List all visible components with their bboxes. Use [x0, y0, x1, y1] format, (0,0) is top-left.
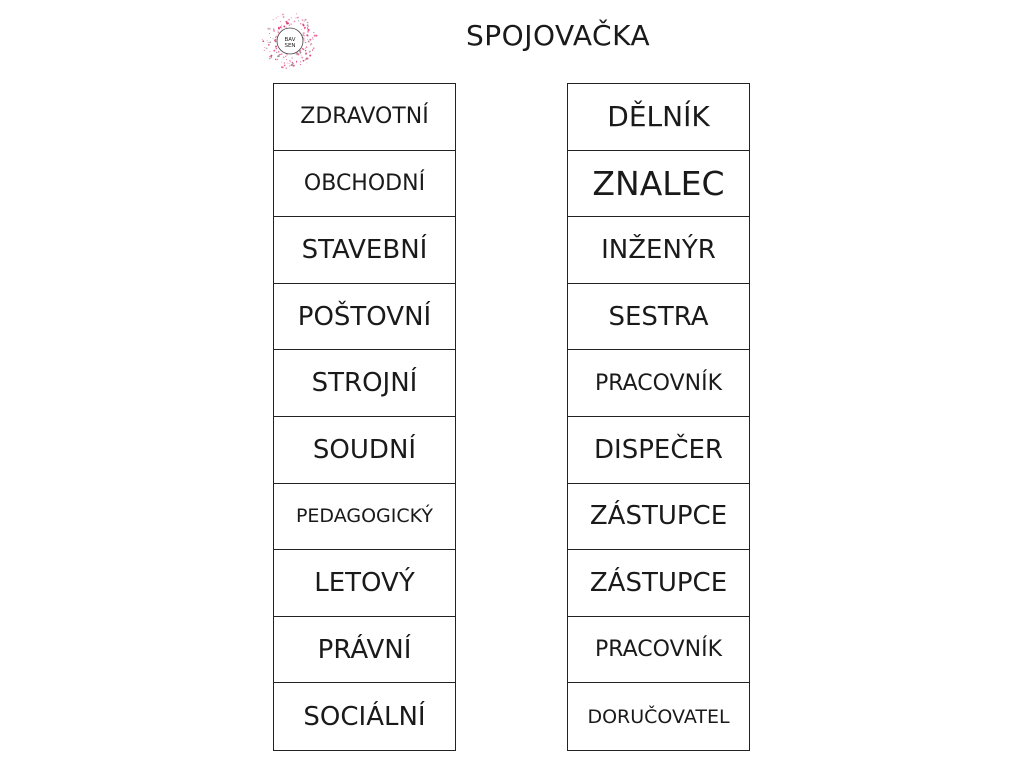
right-word-cell: [568, 617, 749, 684]
logo-dot: [276, 48, 278, 50]
logo-dot: [308, 41, 309, 42]
logo-dot: [313, 32, 314, 33]
right-word-cell: [568, 151, 749, 218]
logo-dot: [273, 50, 275, 52]
logo-dot: [291, 17, 292, 18]
logo-dot: [285, 56, 286, 57]
logo-dot: [282, 29, 283, 30]
right-word: ZNALEC: [592, 163, 725, 203]
logo-dot: [276, 17, 277, 18]
left-word-column: [273, 83, 456, 751]
logo-dot: [306, 62, 307, 63]
logo-dot: [291, 57, 292, 58]
left-word-cell: [274, 217, 455, 284]
logo-dot: [308, 29, 310, 31]
logo-dot: [312, 49, 313, 50]
logo-dot: [314, 35, 316, 37]
logo-dot: [306, 46, 308, 48]
logo-dot: [288, 19, 290, 21]
logo-dot: [286, 54, 287, 55]
left-word-cell: [274, 350, 455, 417]
logo-dot: [282, 14, 284, 16]
logo-dot: [301, 55, 302, 56]
logo-dot: [267, 28, 269, 30]
logo-dot: [304, 28, 305, 29]
right-word: PRACOVNÍK: [594, 370, 723, 396]
logo-dot: [276, 52, 277, 53]
logo-dot: [277, 16, 278, 17]
right-word: SESTRA: [608, 301, 709, 332]
logo-dot: [289, 63, 290, 64]
logo-dot: [307, 22, 308, 23]
logo-dot: [283, 56, 285, 58]
right-word: ZÁSTUPCE: [589, 501, 728, 532]
logo-dot: [270, 42, 271, 43]
logo-dot: [310, 44, 311, 45]
logo-dot: [312, 37, 313, 38]
logo-dot: [262, 39, 263, 40]
logo-dot: [280, 21, 281, 22]
logo-dot: [291, 64, 293, 66]
logo-dot: [275, 39, 276, 40]
logo-dot: [268, 44, 270, 46]
left-word: ZDRAVOTNÍ: [300, 104, 429, 130]
logo-dot: [300, 64, 301, 65]
logo-dot: [277, 59, 278, 60]
logo-dot: [269, 58, 271, 60]
logo-dot: [275, 45, 277, 47]
logo-dot: [303, 39, 304, 40]
page-title: SPOJOVAČKA: [466, 19, 651, 52]
logo-dot: [307, 31, 309, 33]
logo-dot: [280, 54, 281, 55]
logo-dot: [305, 19, 307, 21]
logo-dot: [303, 49, 304, 50]
logo-dot: [299, 52, 301, 54]
logo-dot: [296, 13, 297, 14]
logo-dot: [303, 37, 304, 38]
left-word-cell: [274, 550, 455, 617]
logo-dot: [273, 38, 274, 39]
logo-dot: [275, 59, 277, 61]
logo-dot: [286, 22, 288, 24]
logo-dot: [298, 20, 299, 21]
logo-dot: [262, 40, 264, 42]
right-word: INŽENÝR: [601, 234, 716, 265]
logo-dot: [283, 26, 285, 28]
logo-dot: [278, 32, 280, 34]
logo-dot: [268, 42, 269, 43]
logo-dot: [286, 27, 287, 28]
logo-dot: [289, 65, 290, 66]
logo-dot: [306, 34, 308, 36]
logo-dot: [301, 29, 302, 30]
logo-dot: [275, 37, 276, 38]
left-word: SOUDNÍ: [312, 434, 417, 465]
logo-dot: [269, 28, 270, 29]
logo-dot: [309, 51, 311, 53]
logo-dot: [273, 30, 275, 32]
logo-dot: [277, 56, 279, 58]
left-word: OBCHODNÍ: [303, 170, 426, 196]
logo-dot: [303, 20, 305, 22]
logo-emblem: [261, 12, 319, 70]
logo-dot: [281, 28, 282, 29]
logo-dot: [273, 28, 274, 29]
logo-dot: [266, 48, 267, 49]
left-word-cell: [274, 617, 455, 684]
right-word-cell: [568, 284, 749, 351]
right-word-cell: [568, 350, 749, 417]
left-word: PRÁVNÍ: [317, 634, 412, 665]
logo-dot: [270, 56, 272, 58]
logo-dot: [313, 47, 315, 49]
logo-dot: [302, 19, 304, 21]
logo-dot: [269, 33, 270, 34]
logo-dot: [276, 36, 277, 37]
right-word: DĚLNÍK: [607, 100, 710, 134]
right-word-cell: [568, 484, 749, 551]
logo-dot: [286, 67, 287, 68]
right-word-column: [567, 83, 750, 751]
logo-dot: [281, 62, 282, 63]
logo-dot: [271, 57, 272, 58]
right-word: PRACOVNÍK: [594, 637, 723, 663]
logo-dot: [303, 24, 305, 26]
logo-dot: [303, 60, 305, 62]
left-word-cell: [274, 151, 455, 218]
left-word-cell: [274, 417, 455, 484]
logo-dot: [309, 54, 311, 56]
logo-dot: [307, 28, 309, 30]
left-word-cell: [274, 484, 455, 551]
logo-text: BAV SEN: [284, 37, 296, 49]
logo-dot: [293, 65, 295, 67]
logo-dot: [277, 61, 278, 62]
logo-dot: [286, 59, 287, 60]
left-word-cell: [274, 84, 455, 151]
logo-dot: [296, 61, 297, 62]
left-word: LETOVÝ: [314, 567, 415, 598]
logo-dot: [275, 41, 277, 43]
left-word: STROJNÍ: [311, 368, 418, 399]
logo-dot: [264, 47, 265, 48]
left-word: POŠTOVNÍ: [297, 301, 432, 332]
right-word: DISPEČER: [594, 434, 723, 465]
logo-dot: [270, 37, 271, 38]
logo-dot: [264, 50, 265, 51]
logo-dot: [269, 51, 270, 52]
logo-dot: [284, 65, 286, 67]
logo-dot: [281, 53, 283, 55]
logo-dot: [303, 32, 305, 34]
right-word-cell: [568, 550, 749, 617]
logo-dot: [278, 27, 280, 29]
right-word-cell: [568, 417, 749, 484]
logo-dot: [296, 62, 297, 63]
logo-dot: [284, 62, 286, 64]
logo-dot: [294, 21, 296, 23]
logo-dot: [305, 48, 306, 49]
logo-dot: [298, 53, 300, 55]
logo-dot: [273, 19, 274, 20]
logo-dot: [307, 39, 308, 40]
left-word: SOCIÁLNÍ: [303, 701, 426, 732]
logo-dot: [267, 40, 268, 41]
logo-dot: [282, 66, 284, 68]
logo-dot: [313, 39, 314, 40]
logo-dot: [305, 42, 306, 43]
logo-dot: [305, 50, 306, 51]
logo-dot: [309, 39, 311, 41]
logo-dot: [280, 26, 282, 28]
logo-dot: [300, 61, 301, 62]
logo-dot: [315, 35, 317, 37]
logo-dot: [297, 17, 299, 19]
logo-dot: [295, 17, 296, 18]
left-word-cell: [274, 284, 455, 351]
logo-dot: [307, 24, 309, 26]
logo-dot: [305, 52, 307, 54]
logo-dot: [278, 51, 279, 52]
right-word-cell: [568, 683, 749, 750]
logo-dot: [269, 56, 270, 57]
logo-dot: [281, 25, 282, 26]
logo-dot: [287, 63, 288, 64]
logo-dot: [305, 59, 306, 60]
right-word-cell: [568, 84, 749, 151]
logo-dot: [292, 63, 294, 65]
logo-dot: [300, 23, 301, 24]
logo: [261, 12, 319, 70]
left-word: PEDAGOGICKÝ: [295, 505, 434, 528]
logo-dot: [290, 23, 291, 24]
logo-dot: [289, 60, 291, 62]
left-word-cell: [274, 683, 455, 750]
right-word: DORUČOVATEL: [587, 705, 730, 728]
left-word: STAVEBNÍ: [301, 234, 428, 265]
logo-dot: [301, 57, 303, 59]
right-word-cell: [568, 217, 749, 284]
logo-dot: [277, 30, 278, 31]
logo-dot: [302, 34, 304, 36]
logo-dot: [304, 27, 305, 28]
logo-dot: [290, 61, 291, 62]
logo-dot: [304, 40, 305, 41]
logo-dot: [283, 16, 285, 18]
logo-dot: [289, 25, 290, 26]
right-word: ZÁSTUPCE: [589, 567, 728, 598]
